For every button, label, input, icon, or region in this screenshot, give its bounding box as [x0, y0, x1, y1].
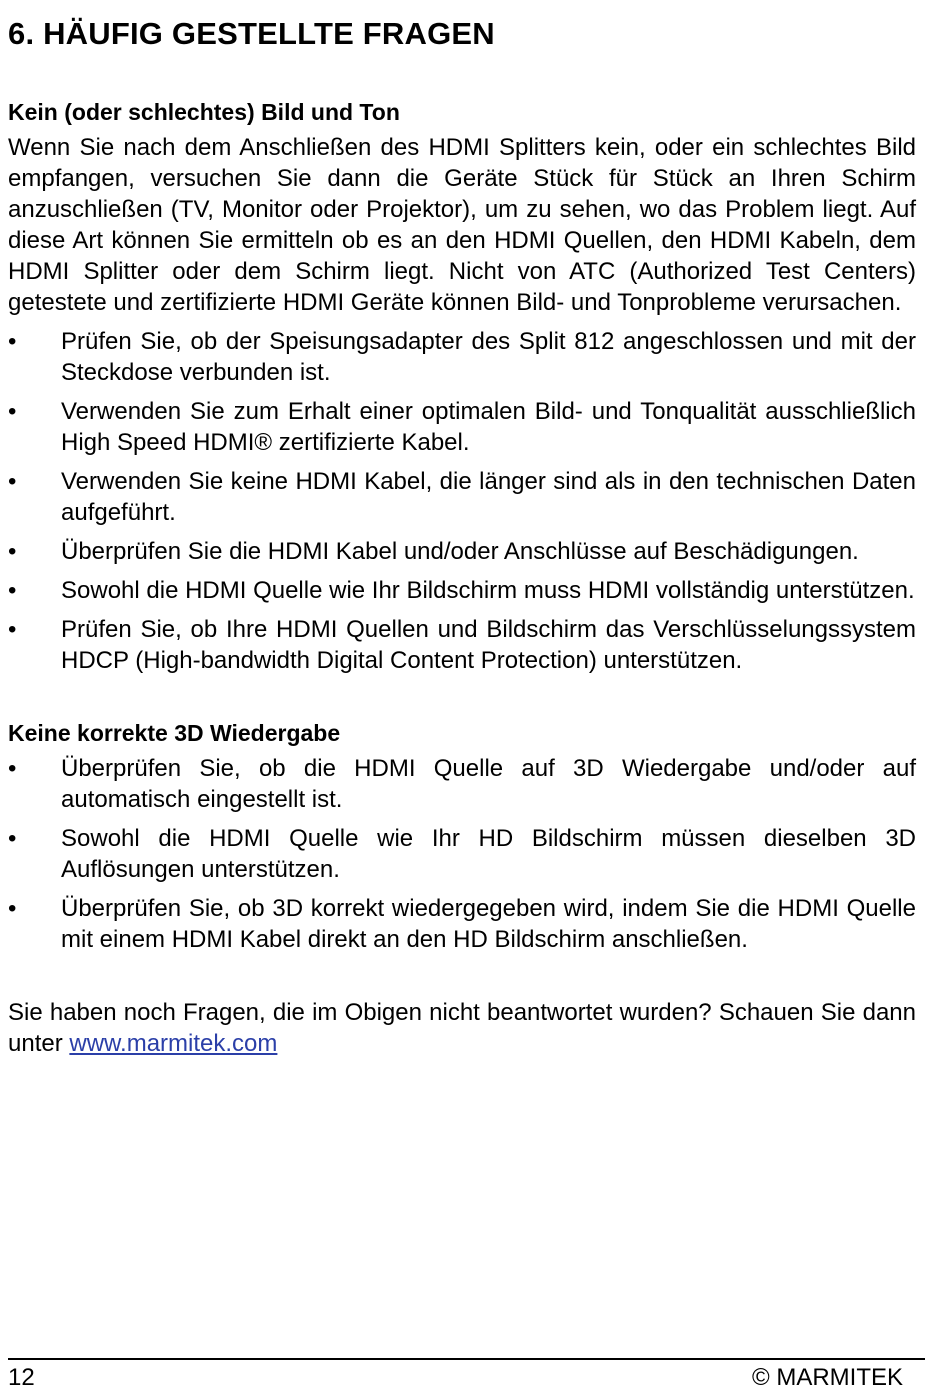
- list-item: [8, 753, 916, 815]
- closing-paragraph: [8, 997, 916, 1059]
- list-item-text: Verwenden Sie zum Erhalt einer optimalen Bild- und Tonqualität ausschließlich High Speed HDMI® zertifizierte Kabel.: [61, 398, 916, 456]
- list-item-text: Verwenden Sie keine HDMI Kabel, die länger sind als in den technischen Daten aufgeführt.: [61, 468, 916, 526]
- bullet-icon: •: [8, 538, 17, 565]
- list-item-text: Prüfen Sie, ob Ihre HDMI Quellen und Bildschirm das Verschlüsselungssystem HDCP (High-bandwidth Digital Content Protection) unterstützen.: [61, 616, 916, 674]
- closing-text: Sie haben noch Fragen, die im Obigen nicht beantwortet wurden? Schauen Sie dann unter: [8, 999, 916, 1057]
- section-no-picture-sound: [8, 97, 916, 676]
- bullet-list: [8, 326, 916, 676]
- section-title: Kein (oder schlechtes) Bild und Ton: [8, 99, 400, 125]
- list-item-text: Sowohl die HDMI Quelle wie Ihr Bildschirm muss HDMI vollständig unterstützen.: [61, 577, 915, 604]
- list-item: [8, 466, 916, 528]
- bullet-icon: •: [8, 616, 17, 643]
- list-item-text: Überprüfen Sie die HDMI Kabel und/oder Anschlüsse auf Beschädigungen.: [61, 538, 859, 565]
- bullet-icon: •: [8, 577, 17, 604]
- list-item-text: Überprüfen Sie, ob die HDMI Quelle auf 3D Wiedergabe und/oder auf automatisch eingestellt ist.: [61, 755, 916, 813]
- section-3d-playback: [8, 718, 916, 955]
- list-item-text: Sowohl die HDMI Quelle wie Ihr HD Bildschirm müssen dieselben 3D Auflösungen unterstützen.: [61, 825, 916, 883]
- bullet-icon: •: [8, 825, 17, 852]
- bullet-icon: •: [8, 468, 17, 495]
- list-item: [8, 893, 916, 955]
- list-item: [8, 614, 916, 676]
- page-number: 12: [8, 1364, 35, 1391]
- copyright-notice: © MARMITEK: [751, 1364, 903, 1391]
- section-paragraph: Wenn Sie nach dem Anschließen des HDMI Splitters kein, oder ein schlechtes Bild empfangen, versuchen Sie dann die Geräte Stück für Stück an Ihren Schirm anzuschließen (TV, Monitor oder Projektor), um zu sehen, wo das Problem liegt. Auf diese Art können Sie ermitteln ob es an den HDMI Quellen, den HDMI Kabeln, dem HDMI Splitter oder dem Schirm liegt. Nicht von ATC (Authorized Test Centers) getestete und zertifizierte HDMI Geräte können Bild- und Tonprobleme verursachen.: [8, 134, 916, 316]
- bullet-icon: •: [8, 328, 17, 355]
- section-title: Keine korrekte 3D Wiedergabe: [8, 720, 341, 746]
- list-item: [8, 823, 916, 885]
- bullet-icon: •: [8, 398, 17, 425]
- page-heading: 6. HÄUFIG GESTELLTE FRAGEN: [8, 16, 495, 51]
- list-item-text: Prüfen Sie, ob der Speisungsadapter des Split 812 angeschlossen und mit der Steckdose verbunden ist.: [61, 328, 916, 386]
- list-item: [8, 575, 916, 606]
- list-item: [8, 396, 916, 458]
- footer-divider: [8, 1358, 925, 1360]
- list-item: [8, 326, 916, 388]
- list-item: [8, 536, 916, 567]
- website-link[interactable]: www.marmitek.com: [69, 1030, 278, 1057]
- page-content: [8, 97, 916, 1059]
- bullet-icon: •: [8, 895, 17, 922]
- bullet-icon: •: [8, 755, 17, 782]
- list-item-text: Überprüfen Sie, ob 3D korrekt wiedergegeben wird, indem Sie die HDMI Quelle mit einem HDMI Kabel direkt an den HD Bildschirm anschließen.: [61, 895, 916, 953]
- bullet-list: [8, 753, 916, 955]
